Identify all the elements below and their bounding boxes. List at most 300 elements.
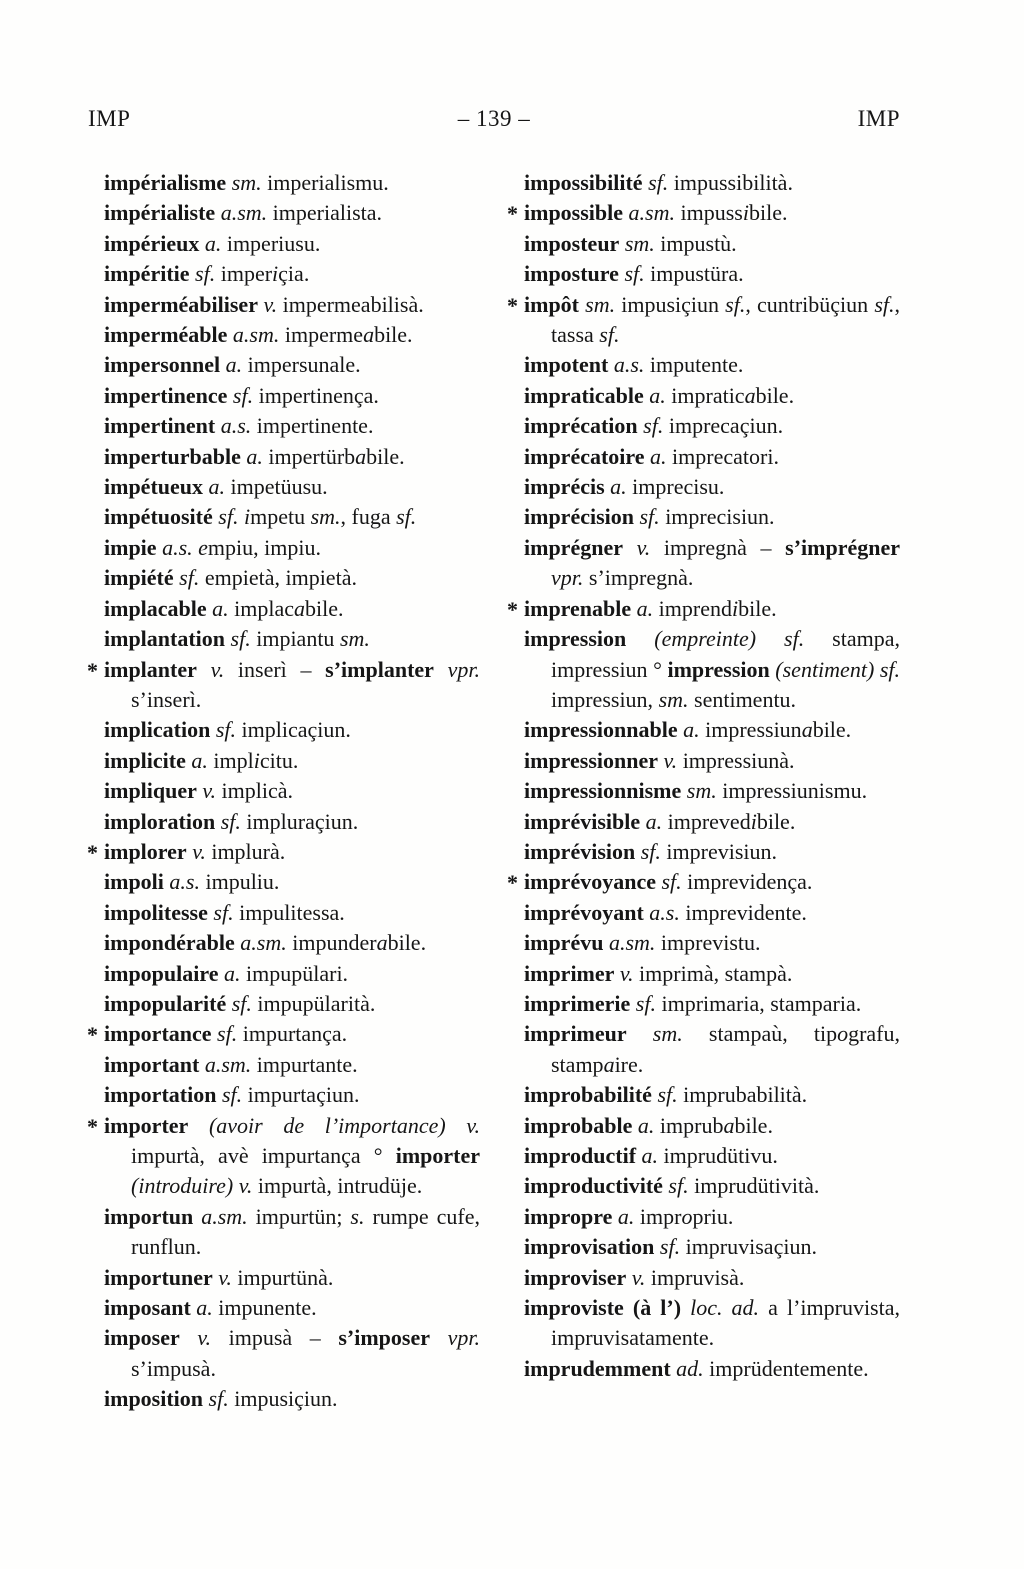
translation-text: mpiu, impiu. xyxy=(207,534,321,560)
translation-text: impuliu. xyxy=(199,869,280,895)
left-column xyxy=(88,168,480,1415)
headword: impétueux xyxy=(104,474,203,500)
grammar-label: a. xyxy=(224,960,241,986)
translation-text: bile. xyxy=(366,443,405,469)
grammar-label: a. xyxy=(191,747,208,773)
grammar-label: v. xyxy=(631,1264,646,1290)
translation-text: impuss xyxy=(674,200,743,226)
translation-text: s’inserì. xyxy=(131,686,202,712)
headword: imprévu xyxy=(524,930,604,956)
dictionary-entry xyxy=(524,1293,900,1354)
translation-text: stampaù, tip xyxy=(682,1021,838,1047)
translation-text: bile. xyxy=(748,200,788,226)
dictionary-entry xyxy=(104,472,480,502)
grammar-label: sf. xyxy=(215,717,237,743)
headword: imprévision xyxy=(524,838,636,864)
dictionary-entry xyxy=(104,1384,480,1414)
dictionary-entry xyxy=(104,898,480,928)
translation-text: , tassa xyxy=(551,291,900,348)
translation-text: imprecisu. xyxy=(626,474,725,500)
headword: importer xyxy=(395,1143,480,1168)
grammar-label: i xyxy=(243,504,251,530)
translation-text: bile. xyxy=(755,382,795,408)
headword: imprévisible xyxy=(524,808,641,834)
dictionary-entry xyxy=(104,594,480,624)
dictionary-entry xyxy=(104,959,480,989)
grammar-label: a. xyxy=(212,595,229,621)
translation-text: , fuga xyxy=(340,504,397,530)
dictionary-entry xyxy=(524,350,900,380)
dictionary-entry xyxy=(104,168,480,198)
grammar-label: sf. xyxy=(640,838,661,864)
grammar-label: a xyxy=(363,322,375,348)
grammar-label: a.s. xyxy=(162,534,193,560)
translation-text: çia. xyxy=(278,261,310,287)
headword: importuner xyxy=(104,1264,213,1290)
translation-text: stampa, impressiun ° xyxy=(551,626,900,682)
translation-text xyxy=(446,1113,467,1138)
grammar-label: sf. xyxy=(232,382,254,408)
headword: impraticable xyxy=(524,382,644,408)
grammar-label: a. xyxy=(650,443,667,469)
grammar-label: sm. xyxy=(658,686,689,712)
grammar-label: a.sm. xyxy=(232,322,280,348)
dictionary-entry xyxy=(524,1111,900,1141)
grammar-label: a. xyxy=(610,474,627,500)
headword: important xyxy=(104,1051,200,1077)
translation-text: imputente. xyxy=(644,352,744,378)
headword: imploration xyxy=(104,808,216,834)
translation-text: implurà. xyxy=(205,838,286,864)
headword: impopulaire xyxy=(104,960,219,986)
translation-text xyxy=(623,535,637,560)
grammar-label: (sentiment) xyxy=(775,656,875,682)
grammar-label: sf. xyxy=(231,990,252,1016)
translation-text: impusà – xyxy=(211,1325,339,1351)
dictionary-entry xyxy=(524,746,900,776)
dictionary-entry xyxy=(524,168,900,198)
translation-text xyxy=(626,626,654,651)
translation-text xyxy=(180,1325,198,1350)
headword: imposant xyxy=(104,1295,191,1321)
dictionary-entry xyxy=(104,776,480,806)
headword: implantation xyxy=(104,626,226,652)
translation-text: imprub xyxy=(654,1112,724,1138)
headword: improbable xyxy=(524,1112,633,1138)
grammar-label: v. xyxy=(663,747,678,773)
translation-text: imprevistu. xyxy=(655,930,761,956)
grammar-label: a.s. xyxy=(220,413,252,439)
translation-text: sentimentu. xyxy=(688,686,797,712)
translation-text: impupülarità. xyxy=(251,990,376,1016)
headword: impressionner xyxy=(524,747,659,773)
dictionary-entry xyxy=(104,411,480,441)
translation-text: impreved xyxy=(662,808,751,834)
translation-text: impertinença. xyxy=(253,382,379,408)
grammar-label: v. xyxy=(202,778,217,804)
dictionary-entry xyxy=(524,1019,900,1080)
translation-text: imprecisiun. xyxy=(659,504,775,530)
translation-text: imperiusu. xyxy=(221,230,321,256)
translation-text: bile. xyxy=(812,717,852,743)
dictionary-entry xyxy=(104,624,480,654)
page-number: – 139 – xyxy=(457,106,531,131)
grammar-label: sf. xyxy=(218,504,239,530)
translation-text: impressiunà. xyxy=(677,747,795,773)
headword: impéritie xyxy=(104,261,190,287)
headword: imprécis xyxy=(524,474,605,500)
grammar-label: sf. xyxy=(648,170,669,195)
dictionary-entry xyxy=(104,1293,480,1323)
grammar-label: a.sm. xyxy=(220,200,268,226)
translation-text: imperialismu. xyxy=(261,170,389,195)
headword: impoli xyxy=(104,869,164,895)
translation-text: bile. xyxy=(738,595,777,621)
grammar-label: a. xyxy=(617,1203,635,1229)
headword: impression xyxy=(667,656,770,682)
dictionary-entry xyxy=(104,533,480,563)
grammar-label: sf. xyxy=(725,291,746,317)
dictionary-entry xyxy=(524,807,900,837)
translation-text: imperme xyxy=(279,322,364,348)
grammar-label: v. xyxy=(466,1112,480,1138)
headword: imprudemment xyxy=(524,1355,671,1381)
dictionary-entry xyxy=(104,198,480,228)
headword: impropre xyxy=(524,1203,613,1229)
grammar-label: vpr. xyxy=(447,1325,481,1351)
translation-text: bile. xyxy=(305,595,344,621)
translation-text: impruvisaçiun. xyxy=(680,1234,817,1260)
grammar-label: a xyxy=(723,1112,735,1138)
translation-text xyxy=(188,1113,209,1138)
headword: impossible xyxy=(524,200,624,226)
translation-text xyxy=(430,1325,448,1350)
grammar-label: a.s. xyxy=(649,899,680,925)
translation-text: impurtante. xyxy=(251,1051,358,1077)
translation-text: impupülari. xyxy=(240,960,349,986)
translation-text xyxy=(756,626,784,651)
translation-text: mpetu xyxy=(250,504,311,530)
grammar-label: a xyxy=(744,382,756,408)
translation-text: s’impregnà. xyxy=(583,565,694,591)
grammar-label: a xyxy=(603,1051,615,1077)
translation-text: imper xyxy=(215,261,273,287)
translation-text: impurtünà. xyxy=(231,1264,334,1290)
translation-text: grafu, stamp xyxy=(551,1021,900,1077)
entry-star-marker: * xyxy=(87,1022,98,1048)
grammar-label: sf. xyxy=(784,626,805,652)
translation-text: impratic xyxy=(665,382,745,408)
headword: impliquer xyxy=(104,778,197,804)
grammar-label: a.sm. xyxy=(240,930,287,956)
headword: impertinence xyxy=(104,382,228,408)
translation-text: impressiunismu. xyxy=(716,778,868,804)
headword: imprégner xyxy=(524,534,623,560)
grammar-label: s. xyxy=(350,1203,365,1229)
translation-text: , cuntribüçiun xyxy=(745,291,875,317)
headword: impétuosité xyxy=(104,504,213,530)
grammar-label: sf. xyxy=(659,1234,681,1260)
dictionary-entry xyxy=(104,1263,480,1293)
translation-text: impluraçiun. xyxy=(240,808,359,834)
headword: implicite xyxy=(104,747,186,773)
grammar-label: (introduire) xyxy=(131,1173,234,1199)
grammar-label: sf. xyxy=(624,261,645,287)
grammar-label: sm. xyxy=(624,230,655,256)
dictionary-entry xyxy=(104,867,480,897)
translation-text: impulitessa. xyxy=(233,899,345,925)
translation-text: bile. xyxy=(756,808,796,834)
grammar-label: sf. xyxy=(213,899,234,925)
grammar-label: e xyxy=(198,534,208,560)
translation-text: bile. xyxy=(374,322,413,348)
headword: imprimerie xyxy=(524,990,631,1016)
grammar-label: a. xyxy=(641,1143,659,1168)
headword: impossibilité xyxy=(524,170,643,195)
grammar-label: sf. xyxy=(230,626,251,652)
headword: imprenable xyxy=(524,595,632,621)
grammar-label: sm. xyxy=(310,504,341,530)
grammar-label: sm. xyxy=(686,778,717,804)
translation-text: imprevidente. xyxy=(679,899,807,925)
entry-star-marker: * xyxy=(507,292,518,318)
headword: impopularité xyxy=(104,990,227,1016)
dictionary-entry xyxy=(524,928,900,958)
grammar-label: loc. ad. xyxy=(690,1295,760,1321)
translation-text: imprend xyxy=(653,595,732,621)
headword: imprécatoire xyxy=(524,443,645,469)
translation-text xyxy=(434,657,448,682)
dictionary-entry xyxy=(104,989,480,1019)
headword: impérialiste xyxy=(104,200,216,226)
dictionary-entry xyxy=(524,837,900,867)
translation-text: impertürb xyxy=(262,443,356,469)
grammar-label: sf. xyxy=(639,504,660,530)
translation-text xyxy=(197,657,211,682)
dictionary-entry xyxy=(524,959,900,989)
grammar-label: a xyxy=(355,443,367,469)
grammar-label: vpr. xyxy=(447,656,480,682)
grammar-label: sf. xyxy=(657,1082,678,1108)
dictionary-entry xyxy=(524,259,900,289)
grammar-label: o xyxy=(837,1021,849,1047)
grammar-label: sf. xyxy=(879,656,901,682)
grammar-label: a xyxy=(294,595,306,621)
entry-star-marker: * xyxy=(87,657,98,683)
headword: impôt xyxy=(524,291,579,317)
translation-text: impl xyxy=(207,747,254,773)
dictionary-entry xyxy=(104,290,480,320)
grammar-label: sf. xyxy=(599,322,620,348)
translation-text: inserì – xyxy=(224,656,326,682)
translation-text: priu. xyxy=(692,1203,734,1229)
headword: imperturbable xyxy=(104,443,241,469)
translation-text: empietà, impietà. xyxy=(199,565,357,591)
headword: importance xyxy=(104,1021,212,1047)
headword: impertinent xyxy=(104,413,216,439)
grammar-label: v. xyxy=(636,534,651,560)
grammar-label: a xyxy=(376,930,388,956)
grammar-label: sm. xyxy=(231,170,262,195)
translation-text: imprimà, stampà. xyxy=(633,960,793,986)
headword: improvisation xyxy=(524,1234,655,1260)
grammar-label: sf. xyxy=(661,869,682,895)
right-column xyxy=(508,168,900,1415)
grammar-label: vpr. xyxy=(551,565,584,591)
grammar-label: sf. xyxy=(221,1082,243,1108)
headword: impie xyxy=(104,534,157,560)
grammar-label: sf. xyxy=(217,1021,238,1047)
translation-text: imprubabilità. xyxy=(677,1082,808,1108)
dictionary-entry xyxy=(507,867,900,897)
translation-text: impurtün; xyxy=(247,1203,351,1229)
translation-text: impusiçiun xyxy=(615,291,726,317)
grammar-label: a. xyxy=(645,808,663,834)
grammar-label: v. xyxy=(210,656,225,682)
dictionary-entry xyxy=(507,290,900,351)
translation-text: rumpe cufe, runflun. xyxy=(131,1203,480,1260)
headword: impondérable xyxy=(104,930,235,956)
grammar-label: a.sm. xyxy=(204,1051,252,1077)
headword: impersonnel xyxy=(104,352,221,378)
translation-text: impurtaçiun. xyxy=(242,1082,360,1108)
grammar-label: sf. xyxy=(668,1173,689,1199)
headword: imprécation xyxy=(524,413,638,439)
grammar-label: sm. xyxy=(652,1021,683,1047)
headword: implanter xyxy=(104,656,197,682)
dictionary-entry xyxy=(104,1080,480,1110)
translation-text: implicà. xyxy=(216,778,294,804)
translation-text: ire. xyxy=(614,1051,644,1077)
translation-text: impunente. xyxy=(212,1295,317,1321)
grammar-label: sf. xyxy=(874,291,895,317)
headword: s’implanter xyxy=(325,656,434,682)
headword: impérialisme xyxy=(104,170,227,195)
translation-text: s’impusà. xyxy=(131,1355,216,1381)
dictionary-entry xyxy=(104,1323,480,1384)
translation-text: impertinente. xyxy=(251,413,374,439)
dictionary-entry xyxy=(104,502,480,532)
dictionary-entry xyxy=(104,350,480,380)
headword: impression xyxy=(524,626,627,652)
translation-text: impr xyxy=(634,1203,682,1229)
headword: imperméabiliser xyxy=(104,291,258,317)
grammar-label: a. xyxy=(225,352,243,378)
headword: importun xyxy=(104,1203,194,1229)
entry-star-marker: * xyxy=(507,596,518,622)
dictionary-entry xyxy=(524,776,900,806)
dictionary-entry xyxy=(524,1263,900,1293)
headword: impressionnisme xyxy=(524,778,682,804)
grammar-label: i xyxy=(731,595,739,621)
grammar-label: (avoir de l’importance) xyxy=(208,1112,446,1138)
grammar-label: sf. xyxy=(195,261,216,287)
grammar-label: i xyxy=(750,808,757,834)
headword: imprévoyant xyxy=(524,899,644,925)
guide-word-right: IMP xyxy=(857,106,900,131)
dictionary-entry xyxy=(524,1080,900,1110)
dictionary-entry xyxy=(524,1232,900,1262)
grammar-label: v. xyxy=(192,838,206,864)
dictionary-entry xyxy=(524,624,900,715)
dictionary-entry xyxy=(104,442,480,472)
grammar-label: a.s. xyxy=(169,869,200,895)
entry-columns xyxy=(88,168,1024,1415)
grammar-label: a. xyxy=(636,595,654,621)
guide-word-left: IMP xyxy=(88,106,131,131)
translation-text: impurtà, intrudüje. xyxy=(252,1173,423,1199)
grammar-label: a. xyxy=(196,1295,213,1321)
translation-text xyxy=(681,1295,690,1320)
translation-text xyxy=(627,1021,653,1046)
headword: imposteur xyxy=(524,230,620,256)
translation-text: impetüusu. xyxy=(225,474,328,500)
headword: impérieux xyxy=(104,230,200,256)
headword: imposture xyxy=(524,261,619,287)
grammar-label: v. xyxy=(218,1264,232,1290)
grammar-label: o xyxy=(681,1203,693,1229)
dictionary-entry xyxy=(87,1111,480,1202)
translation-text: impermeabilisà. xyxy=(277,291,424,317)
entry-star-marker: * xyxy=(507,870,518,896)
translation-text: impussibilità. xyxy=(668,170,793,195)
translation-text: impiantu xyxy=(250,626,340,652)
grammar-label: sf. xyxy=(179,565,200,591)
headword: implorer xyxy=(104,838,187,864)
grammar-label: sf. xyxy=(396,504,417,530)
headword: imprimeur xyxy=(524,1021,627,1047)
dictionary-entry xyxy=(524,989,900,1019)
translation-text: impusiçiun. xyxy=(228,1386,338,1412)
grammar-label: sf. xyxy=(208,1386,229,1412)
dictionary-entry xyxy=(104,1050,480,1080)
headword: impressionnable xyxy=(524,717,678,743)
dictionary-entry xyxy=(524,411,900,441)
translation-text: imprimaria, stamparia. xyxy=(655,990,862,1016)
translation-text: impressiun, xyxy=(551,686,659,712)
headword: improviste (à l’) xyxy=(524,1295,682,1321)
headword: importation xyxy=(104,1082,217,1108)
headword: s’imposer xyxy=(338,1325,431,1351)
grammar-label: v. xyxy=(238,1173,253,1199)
headword: impolitesse xyxy=(104,899,208,925)
dictionary-entry xyxy=(524,1171,900,1201)
dictionary-entry xyxy=(507,594,900,624)
dictionary-entry xyxy=(87,837,480,867)
dictionary-entry xyxy=(104,715,480,745)
dictionary-entry xyxy=(104,229,480,259)
translation-text: impurtà, avè impurtança ° xyxy=(131,1143,396,1168)
translation-text: imprecatori. xyxy=(666,443,779,469)
dictionary-entry xyxy=(524,1354,900,1384)
translation-text: bile. xyxy=(387,930,427,956)
grammar-label: sf. xyxy=(220,808,241,834)
translation-text: impunder xyxy=(286,930,377,956)
grammar-label: a.sm. xyxy=(608,930,656,956)
dictionary-entry xyxy=(104,746,480,776)
dictionary-entry xyxy=(524,1141,900,1171)
dictionary-entry xyxy=(507,198,900,228)
grammar-label: v. xyxy=(263,291,278,317)
grammar-label: a. xyxy=(204,230,222,256)
translation-text: imprevidença. xyxy=(681,869,813,895)
grammar-label: sf. xyxy=(643,413,664,439)
translation-text: imprevisiun. xyxy=(660,838,778,864)
grammar-label: a xyxy=(801,717,813,743)
headword: improbabilité xyxy=(524,1082,652,1108)
grammar-label: a.sm. xyxy=(201,1203,248,1229)
headword: improviser xyxy=(524,1264,627,1290)
